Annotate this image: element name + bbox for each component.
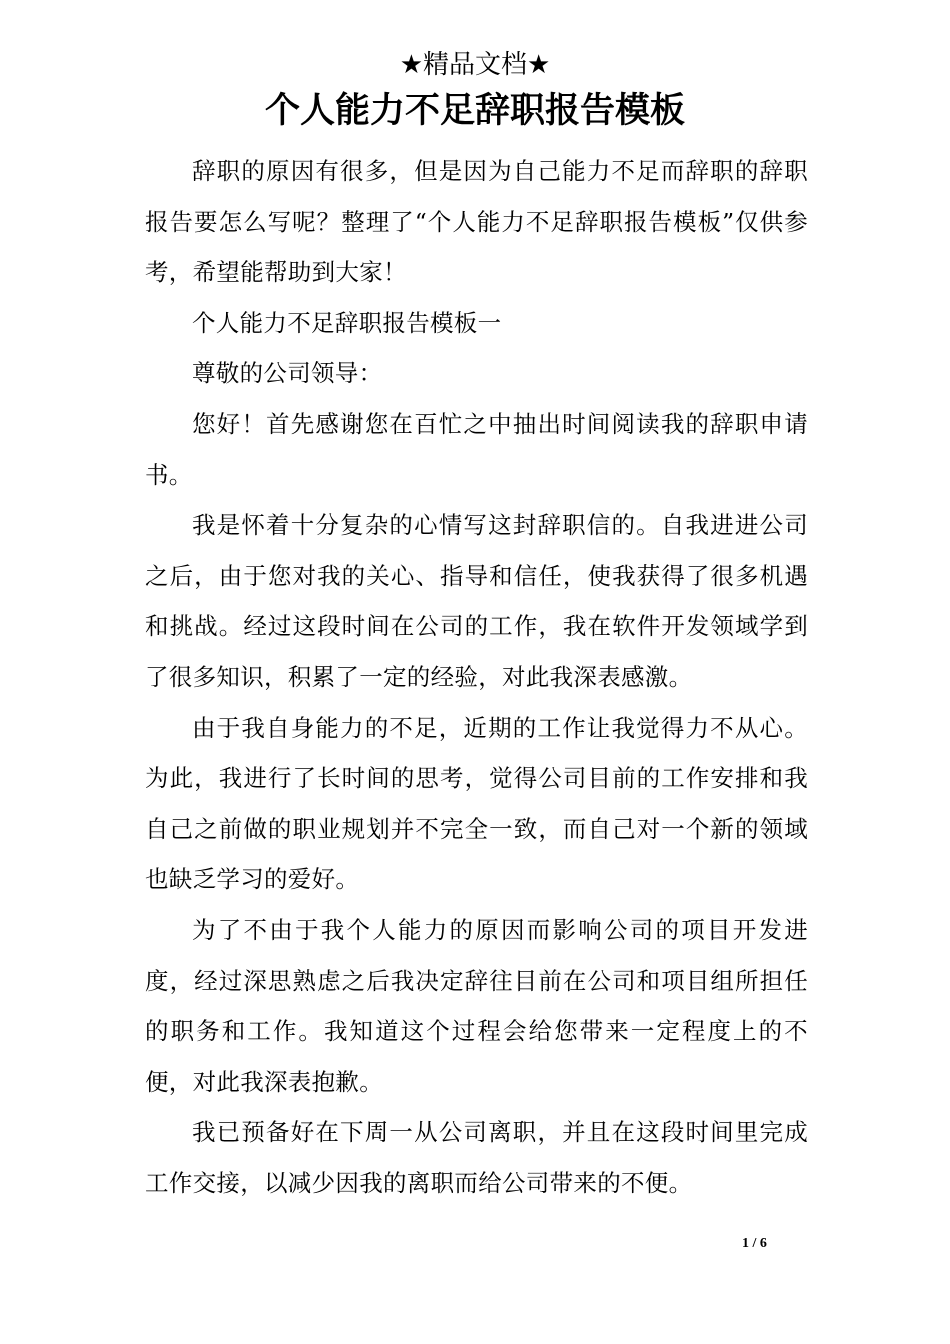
document-title: 个人能力不足辞职报告模板 <box>264 90 685 131</box>
page-number: 1 / 6 <box>742 1236 767 1251</box>
paragraph-intro: 辞职的原因有很多，但是因为自己能力不足而辞职的辞职报告要怎么写呢？整理了“个人能力不足辞职报告模板”仅供参考，希望能帮助到大家！ <box>145 157 808 287</box>
paragraph-body: 我是怀着十分复杂的心情写这封辞职信的。自我进进公司之后，由于您对我的关心、指导和信任，使我获得了很多机遇和挑战。经过这段时间在公司的工作，我在软件开发领域学到了很多知识，积累了一定的经验，对此我深表感激。 <box>145 511 808 691</box>
paragraph-body: 我已预备好在下周一从公司离职，并且在这段时间里完成工作交接，以减少因我的离职而给公司带来的不便。 <box>145 1118 808 1197</box>
paragraph-section-heading: 个人能力不足辞职报告模板一 <box>192 308 502 337</box>
document-body <box>145 146 808 1208</box>
paragraph-body: 为了不由于我个人能力的原因而影响公司的项目开发进度，经过深思熟虑之后我决定辞往目前在公司和项目组所担任的职务和工作。我知道这个过程会给您带来一定程度上的不便，对此我深表抱歉。 <box>145 915 808 1096</box>
paragraph-salutation: 尊敬的公司领导： <box>192 359 383 388</box>
paragraph-body: 由于我自身能力的不足，近期的工作让我觉得力不从心。为此，我进行了长时间的思考，觉得公司目前的工作安排和我自己之前做的职业规划并不完全一致，而自己对一个新的领域也缺乏学习的爱好。 <box>145 713 808 894</box>
header-mark: ★精品文档★ <box>399 50 551 80</box>
paragraph-greeting: 您好！首先感谢您在百忙之中抽出时间阅读我的辞职申请书。 <box>145 409 808 489</box>
